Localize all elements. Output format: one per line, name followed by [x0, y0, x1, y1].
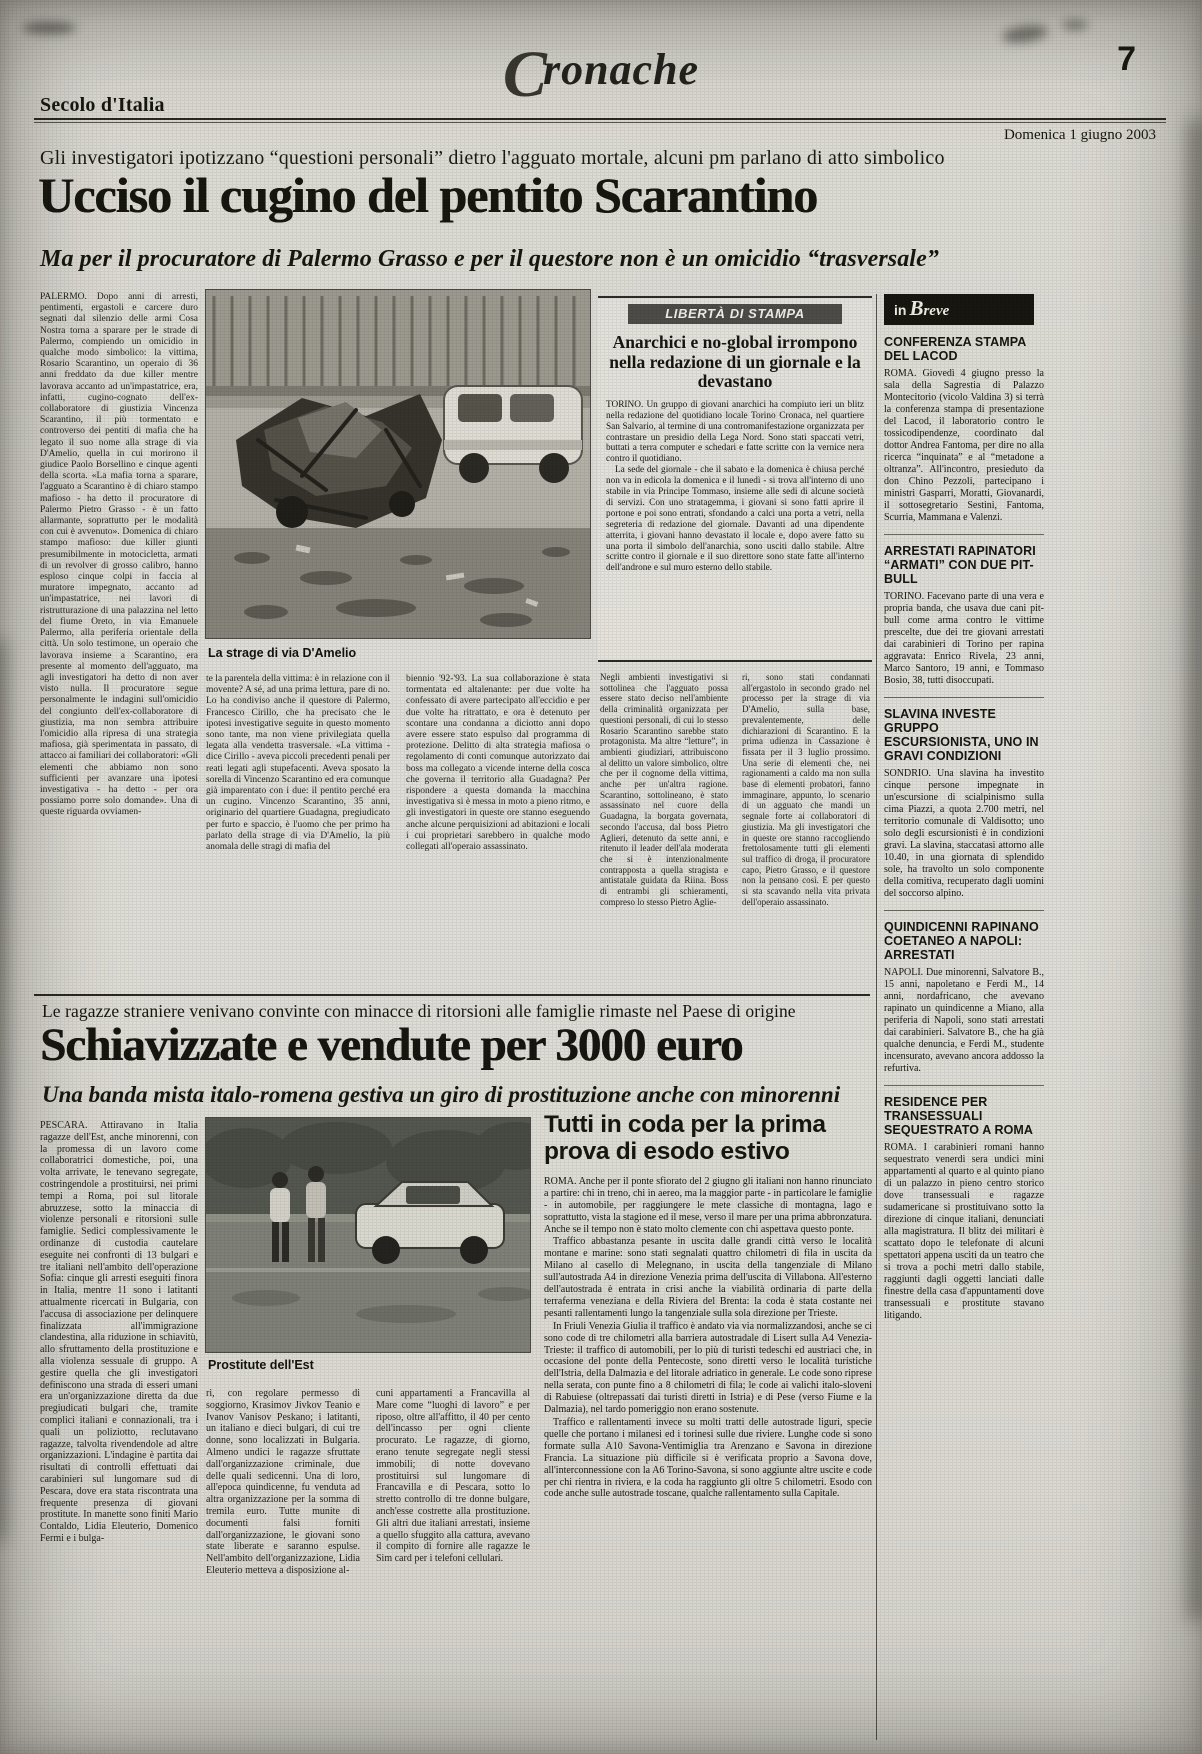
press-box-headline: Anarchici e no-global irrompono nella redazione di un giornale e la devastano: [609, 332, 861, 392]
lead-body-col5: ri, sono stati condannati all'ergastolo in secondo grado nel processo per la strage di via D'Amelio, sulla base, prevalentemente, delle dichiarazioni di Scarantino. E la prima udienza in Cassazione è fissata per il 3 luglio prossimo. Una serie di elementi che, nei ragionamenti a caldo ma non sulla base di elementi probatori, fanno immaginare, appunto, lo scenario di un agguato che mandi un segnale forte ai collaboratori di giustizia. Ma gli investigatori che in queste ore stanno raccogliendo frettolosamente tutti gli elementi sul traffico di droga, il procuratore capo, Pietro Grasso, e il questore non la pensano così. E per questo si sta scavando nella vita privata dell'operaio assassinato.: [742, 672, 870, 907]
press-box-paragraph: TORINO. Un gruppo di giovani anarchici ha compiuto ieri un blitz nella redazione del quotidiano locale Torino Cronaca, nel quartiere San Salvario, al termine di una contromanifestazione organizzata per contrastare un presidio della Lega Nord. Sono stati spaccati vetri, buttati a terra computer e schedari e fatte scritte con la vernice nera contro il quotidiano.: [606, 399, 864, 465]
lead-photo-caption: La strage di via D'Amelio: [208, 646, 357, 660]
in-breve-header: [884, 294, 1034, 325]
brief-item: [884, 910, 1044, 1085]
brief-body: NAPOLI. Due minorenni, Salvatore B., 15 anni, napoletano e Ferdi M., 14 anni, nordafricano, che avevano rapinato un quindicenne a Miano, alla periferia di Napoli, sono stati arrestati dai carabinieri. Salvatore B., che ha già qualche denuncia, e Ferdi M., studente incensurato, avevano ancora addosso la refurtiva.: [884, 967, 1044, 1074]
lead-body-col2: te la parentela della vittima: è in relazione con il movente? A sé, ad una prima lettura, pare di no. Lo ha condiviso anche il questore di Palermo, Francesco Cirillo, che ha precisato che le ipotesi investigative seguite in questo momento sono tante, ma non viene privilegiata quella legata alla vendetta trasversale. «La vittima - dice Cirillo - aveva piccoli precedenti penali per reati legati agli stupefacenti. Aveva sposato la sorella di Vincenzo Scarantino ed era comunque già imparentato con i due: il pentito perché era un cugino. Vincenzo Scarantino, 35 anni, originario del quartiere Guadagna, pregiudicato per furto e spaccio, è l'uomo che per primo ha parlato della strage di via D'Amelio, la più anomala delle stragi di mafia del: [206, 674, 390, 853]
brief-item: [884, 697, 1044, 910]
page-number: 7: [1117, 40, 1136, 78]
slavery-kicker: Le ragazze straniere venivano convinte con minacce di ritorsioni alle famiglie rimaste nel Paese di origine: [42, 1001, 796, 1021]
in-breve-rest: reve: [923, 303, 950, 319]
brief-body: SONDRIO. Una slavina ha investito cinque persone impegnate in un'escursione di scialpinismo sulla cima Piazzi, a quota 2.700 metri, nel territorio comunale di Valdisotto; uno solo degli escursionisti è in condizioni gravi. La slavina, staccatasi attorno alle 10.40, in una giornata di splendido sole, ha travolto un solo componente della comitiva, recuperato dagli uomini del soccorso alpino.: [884, 768, 1044, 899]
brief-title: CONFERENZA STAMPA DEL LACOD: [884, 335, 1026, 363]
section-title: [0, 38, 1202, 111]
photo-strage-damelio-art: [206, 290, 590, 638]
section-initial: C: [502, 38, 547, 111]
brief-title: ARRESTATI RAPINATORI “ARMATI” CON DUE PIT-BULL: [884, 544, 1036, 586]
lead-subhead: Ma per il procuratore di Palermo Grasso e per il questore non è un omicidio “trasversale”: [40, 246, 939, 272]
traffic-paragraph: Traffico e rallentamenti invece su molti tratti delle autostrade liguri, specie quelle che portano i milanesi ed i torinesi sulle due riviere. Lunghe code si sono formate sulla A10 Savona-Ventimiglia tra Arenzano e Savona in direzione Francia. La situazione più difficile si è verificata proprio a Savona dove, all'interconnessione con la A6 Torino-Savona, si sono aggiunte altre uscite e code per chi rientra in riviera, e la coda ha raggiunto gli oltre 5 chilometri. Esodo con code anche sulle autostrade toscane, qualche rallentamento sulla Capitale.: [544, 1417, 872, 1500]
traffic-paragraph: Traffico abbastanza pesante in uscita dalle grandi città verso le località montane e marine: sono stati segnalati quattro chilometri di fila in uscita da Milano al casello di Melegnano, in uscita della tangenziale di Milano sull'autostrada A4 in direzione Venezia prima dell'uscita di Villabona. All'esterno dell'autostrada è entrata in crisi anche la viabilità ordinaria di parte della terraferma veneziana e della Riviera del Brenta: la coda è stata costante nei pesanti rallentamenti lungo la tangenziale sulla sola direzione per Trieste.: [544, 1236, 872, 1319]
brief-title: RESIDENCE PER TRANSESSUALI SEQUESTRATO A ROMA: [884, 1095, 1034, 1137]
slavery-subhead: Una banda mista italo-romena gestiva un giro di prostituzione anche con minorenni: [42, 1082, 841, 1107]
slavery-photo-caption: Prostitute dell'Est: [208, 1358, 314, 1372]
lead-kicker: Gli investigatori ipotizzano “questioni personali” dietro l'agguato mortale, alcuni pm parlano di atto simbolico: [40, 147, 945, 169]
brief-title: SLAVINA INVESTE GRUPPO ESCURSIONISTA, UNO IN GRAVI CONDIZIONI: [884, 707, 1039, 763]
in-breve-sidebar: [884, 294, 1044, 1332]
slavery-body-col3: cuni appartamenti a Francavilla al Mare come “luoghi di lavoro” e per riposo, oltre all'affitto, il 40 per cento dell'incasso per ogni cliente procurato. Le ragazze, di giorno, erano tenute segregate negli stessi immobili; di notte dovevano prostituirsi sul lungomare di Francavilla e di Pescara, sotto lo stretto controllo di tre donne bulgare, anch'esse costrette alla prostituzione. Gli altri due italiani arrestati, insieme a quello sfuggito alla cattura, avevano il compito di fornire alle ragazze le Sim card per i telefoni cellulari.: [376, 1388, 530, 1565]
traffic-body: [544, 1176, 872, 1500]
press-freedom-box: [598, 296, 872, 662]
edition-date: Domenica 1 giugno 2003: [1003, 127, 1156, 143]
press-box-label: LIBERTÀ DI STAMPA: [628, 304, 842, 324]
press-box-paragraph: La sede del giornale - che il sabato e la domenica è chiusa perché non va in edicola la domenica e il lunedì - si trova all'interno di uno stabile in via Principe Tommaso, insieme alle sedi di alcune società di servizi. Con uno stratagemma, i giovani si sono fatti aprire il portone e poi sono entrati, sfondando a calci una porta a vetri, nella segreteria di redazione del giornale. Davanti ad una dipendente atterrita, i giovani hanno devastato il locale e, dopo avere fatto su una porta il simbolo dell'anarchia, sono usciti dallo stabile. Altre scritte contro il giornale e il suo direttore sono state fatte all'interno dell'androne e sul muro esterno dello stabile.: [606, 465, 864, 574]
scan-edge-shadow: [1188, 120, 1202, 1620]
brief-item: [884, 1085, 1044, 1332]
traffic-paragraph: ROMA. Anche per il ponte sfiorato del 2 giugno gli italiani non hanno rinunciato a partire: chi in treno, chi in aereo, ma la maggior parte - in particolare le famiglie - in automobile, per raggiungere le mete classiche di montagna, lago e soprattutto, vista la stagione ed il mese, verso il mare per una prima abbronzatura. Anche se il tempo non è stato molto clemente con chi aspettava questo ponte.: [544, 1175, 872, 1235]
brief-item: [884, 534, 1044, 697]
traffic-article: [544, 1112, 872, 1742]
masthead-rule-thin: [34, 122, 1166, 123]
brief-item: [884, 335, 1044, 534]
photo-prostitute-est-art: [206, 1118, 530, 1352]
sidebar-divider: [876, 294, 877, 1740]
lead-body-col4: Negli ambienti investigativi si sottolinea che l'agguato possa essere stato deciso nell'ambiente della criminalità organizzata per questioni personali, di cui lo stesso Rosario Scarantino sarebbe stato protagonista. Ma altre “letture”, in ambienti giudiziari, attribuiscono al delitto un valore simbolico, oltre che per il cognome della vittima, anche per un'altra ragione. Scarantino, sottolineano, è stato assassinato nel cuore della Guadagna, la borgata governata, secondo l'accusa, dal boss Pietro Aglieri, detenuto da sette anni, e ritenuto il leader dell'ala moderata che si è intenzionalmente contrapposta a quella stragista e antistatale guidata da Riina. Boss di entrambi gli schieramenti, compreso lo stesso Pietro Aglie-: [600, 672, 728, 907]
section-rest: ronache: [542, 45, 700, 94]
lead-headline: Ucciso il cugino del pentito Scarantino: [38, 167, 818, 223]
scan-edge-shadow: [0, 640, 6, 1540]
lead-body-col1: PALERMO. Dopo anni di arresti, pentimenti, ergastoli e carcere duro segnati dal silenzio delle armi Cosa Nostra torna a sparare per le strade di Palermo, compiendo un omicidio in qualche modo simbolico: la vittima, Rosario Scarantino, un operaio di 36 anni freddato da due killer mentre lavorava accanto ad un'impastatrice, era, infatti, cugino-cognato dell'ex-collaboratore di giustizia Vincenza Scarantino, il più tormentato e controverso dei pentiti di mafia che ha legato il suo nome alla strage di via D'Amelio, quella in cui morirono il giudice Paolo Borsellino e cinque agenti della scorta. «La mafia torna a sparare, l'agguato a Scarantino è di chiaro stampo mafioso - ha detto il procuratore di Palermo Pietro Grasso - è un fatto allarmante, soprattutto per le modalità con cui è avvenuto». Domenica di chiaro stampo mafioso: due killer giunti presumibilmente in motocicletta, armati di un revolver di grosso calibro, hanno esploso cinque colpi in faccia al muratore impegnato, accanto ad un'impastatrice, nei lavori di ristrutturazione di una palazzina nel letto del fiume Oreto, in via Emanuele Palermo, alla periferia orientale della città. Un solo testimone, un operaio che lavorava insieme a Scarantino, era presente al momento dell'agguato, ma agli investigatori ha detto di non aver visto nulla. Il procuratore segue personalmente le indagini sull'omicidio del congiunto dell'ex-collaboratore di giustizia, ma non sembra attribuire l'omicidio alla ripresa di una strategia mafiosa, già sperimentata in passato, di attacco ai familiari dei collaboratori: «Gli elementi che abbiamo non sono sufficienti per avanzare una ipotesi investigativa - ha detto - per ora possiamo porre solo domande». Una di queste riguarda ovviamen-: [40, 292, 198, 818]
slavery-body-col1: PESCARA. Attiravano in Italia ragazze dell'Est, anche minorenni, con la promessa di un lavoro come collaboratrici domestiche, poi, una volta arrivate, le tenevano segregate, costringendole a prostituirsi, nei primi tempi a Roma, poi sul litorale abruzzese, sotto la minaccia di violenze personali e ritorsioni sulle famiglie. Sedici complessivamente le ordinanze di custodia cautelare eseguite nei confronti di 13 bulgari e tre italiani nell'ambito dell'operazione Sofia: cinque gli arresti eseguiti finora in Italia, mentre 11 sono i latitanti attualmente ricercati in Bulgaria, con l'accusa di associazione per delinquere finalizzata all'immigrazione clandestina, alla riduzione in schiavitù, allo sfruttamento della prostituzione e alla violenza sessuale di gruppo. A gestire quella che gli investigatori definiscono una strada di esseri umani era un'organizzazione diretta da due pregiudicati bulgari che, tramite complici italiani e connazionali, tra i quali un poliziotto, reclutavano ragazze, talvolta rivendendole ad altre organizzazioni. L'indagine è partita dai risultati di controlli effettuati dai carabinieri sul lungomare sud di Pescara, dove era stata riscontrata una frequente presenza di giovani prostitute. In manette sono finiti Mario Contaldo, Lidia Eleuterio, Domenico Fermi e i bulga-: [40, 1120, 198, 1544]
press-box-body: [606, 400, 864, 575]
slavery-body-col2: ri, con regolare permesso di soggiorno, Krasimov Jivkov Teanio e Ivanov Vanisov Peskano; i latitanti, un italiano e dieci bulgari, di cui tre donne, sono localizzati in Bulgaria. Almeno undici le ragazze sfruttate dall'organizzazione criminale, due delle quali sedicenni. Una di loro, all'epoca quindicenne, fu venduta ad altra organizzazione per la somma di tremila euro. Tutte munite di documenti falsi forniti dall'organizzazione, le giovani sono state liberate e saranno espulse. Nell'ambito dell'organizzazione, Lidia Eleuterio metteva a disposizione al-: [206, 1388, 360, 1576]
traffic-paragraph: In Friuli Venezia Giulia il traffico è andato via via normalizzandosi, anche se ci sono code di tre chilometri alla barriera autostradale di Lisert sulla A4 Venezia-Trieste: il traffico di automobili, per lo più di turisti tedeschi ed austriaci che, in occasione del ponte della Pentecoste, sono diretti verso le località turistiche dell'Istria, della Dalmazia e del litorale adriatico in generale. Le code sono riprese nella serata, con punte fino a 8 chilometri di fila; le code ai valichi italo-sloveni di Rabuiese (oltrepassati dai turisti diretti in Istria) e di Pese (verso Fiume e la Dalmazia), nel tardo pomeriggio non erano sostenute.: [544, 1320, 872, 1416]
slavery-headline: Schiavizzate e vendute per 3000 euro: [40, 1019, 743, 1071]
masthead-rule: [34, 118, 1166, 120]
brief-body: TORINO. Facevano parte di una vera e propria banda, che usava due cani pit-bull come arma contro le vittime prescelte, due dei tre giovani arrestati dai carabinieri di Torino per rapina aggravata: Enrico Rivela, 23 anni, Marco Santoro, 19 anni, e Tommaso Bosio, 38, tutti disoccupati.: [884, 591, 1044, 686]
lead-body-col3: biennio '92-'93. La sua collaborazione è stata tormentata ed altalenante: per due volte ha confessato di avere partecipato all'eccidio e per due volte ha ritrattato, e ora è detenuto per scontare una condanna a diciotto anni dopo avere essere stato espulso dal programma di protezione. Delitto di alta strategia mafiosa o regolamento di conti comunque autorizzato dai boss ma collegato a vicende interne della cosca che governa il territorio alla Guadagna? Per rispondere a questa domanda la macchina investigativa si è messa in moto a pieno ritmo, e gli investigatori in queste ore stanno eseguendo anche alcune perquisizioni ad abitazioni e locali i cui proprietari sarebbero in qualche modo collegati all'operaio assassinato.: [406, 674, 590, 853]
brief-title: QUINDICENNI RAPINANO COETANEO A NAPOLI: ARRESTATI: [884, 920, 1039, 962]
photo-strage-damelio: [206, 290, 590, 638]
scan-smudge: [1062, 20, 1088, 30]
in-breve-initial: B: [909, 296, 924, 320]
scan-smudge: [22, 22, 76, 34]
paper-name: Secolo d'Italia: [40, 94, 165, 116]
brief-body: ROMA. Giovedì 4 giugno presso la sala della Sagrestia di Palazzo Montecitorio (vicolo Valdina 3) si terrà la conferenza stampa di presentazione del Lacod, il laboratorio contro le tossicodipendenze, coordinato dal dottor Andrea Fantoma, per dire no alla ricerca “inquinata” e al “metadone a oltranza”. All'incontro, presieduto da don Chino Pezzoli, partecipano i ministri Gasparri, Moratti, Giovanardi, il sottosegretario Sestini, Fantoma, Scurria, Mammana e Valenzi.: [884, 368, 1044, 523]
in-breve-prefix: in: [894, 302, 907, 318]
traffic-headline: Tutti in coda per la prima prova di esodo estivo: [544, 1112, 826, 1165]
photo-prostitute-est: [206, 1118, 530, 1352]
brief-body: ROMA. I carabinieri romani hanno sequestrato venerdì sera undici mini appartamenti al quarto e al quinto piano di un palazzo in pieno centro storico dove transessuali e ragazze sudamericane si prostituivano sotto la direzione di cinque italiani, denunciati alla magistratura. Il blitz dei militari è scattato dopo le telefonate di alcuni spettatori appena usciti da un teatro che si trova a pochi metri dallo stabile, raggiunti dagli oggetti lanciati dalle finestre della casa d'appuntamenti dove transessuali e prostitute stavano litigando.: [884, 1142, 1044, 1321]
section-divider-rule: [34, 994, 870, 996]
